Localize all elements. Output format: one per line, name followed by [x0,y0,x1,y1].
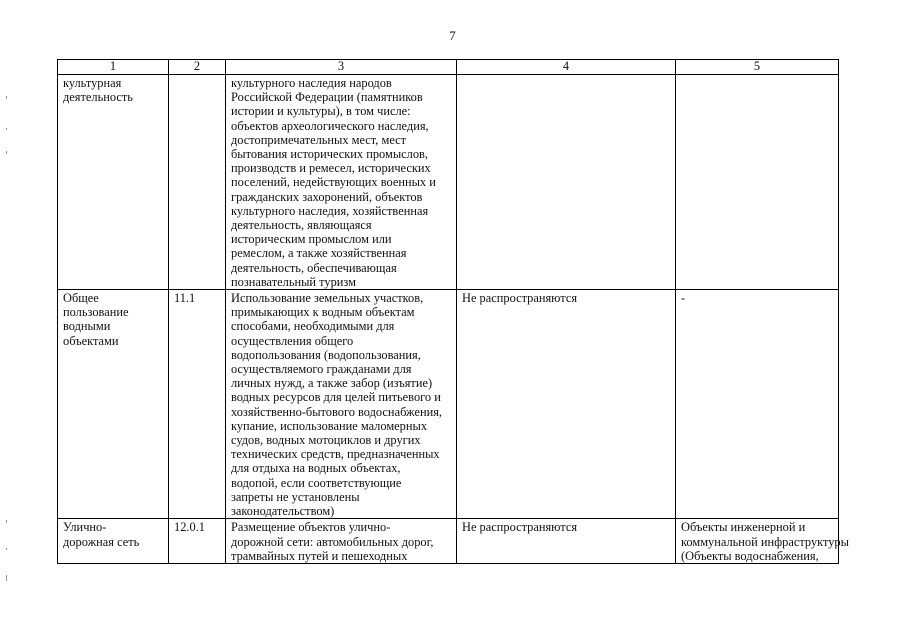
cell-line: гражданских захоронений, объектов [231,189,423,204]
cell-land-use-name [58,75,169,290]
cell-line: Общее [63,291,99,306]
cell-text: 12.0.1 [174,520,205,535]
cell-text: Не распространяются [462,291,578,306]
scan-margin-mark [6,128,7,130]
cell-line: коммунальной инфраструктуры [681,534,849,549]
regulations-table [57,59,849,564]
cell-line: личных нужд, а также забор (изъятие) [231,376,433,391]
cell-line: примыкающих к водным объектам [231,305,415,320]
cell-line: способами, необходимыми для [231,319,395,334]
cell-line: поселений, недействующих военных и [231,175,436,190]
cell-land-use-name [58,519,169,564]
cell-line: Российской Федерации (памятников [231,90,423,105]
cell-code [169,519,226,564]
cell-line: культурная [63,76,122,90]
cell-line: Размещение объектов улично- [231,520,391,535]
header-row [58,60,839,75]
cell-line: истории и культуры), в том числе: [231,104,411,119]
cell-line: ремеслом, а также хозяйственная [231,246,407,261]
cell-restrictions [457,75,676,290]
cell-restrictions [457,290,676,519]
cell-line: - [681,291,686,306]
cell-line: деятельность, обеспечивающая [231,260,397,275]
cell-line: производств и ремесел, исторических [231,161,431,176]
cell-code [169,290,226,519]
scan-margin-mark [6,548,7,550]
cell-land-use-name [58,290,169,519]
cell-line: (Объекты водоснабжения, [681,548,819,563]
cell-line: Улично- [63,520,107,535]
cell-objects [676,519,849,564]
cell-line: объектами [63,333,119,348]
page-number: 7 [449,28,456,43]
cell-description [226,519,457,564]
cell-line: пользование [63,305,129,320]
cell-line: Использование земельных участков, [231,291,424,306]
cell-line: бытования исторических промыслов, [231,147,428,162]
cell-line: дорожной сети: автомобильных дорог, [231,534,434,549]
cell-line: водными [63,319,111,334]
cell-line: историческим промыслом или [231,232,392,247]
cell-line: купание, использование маломерных [231,418,428,433]
table-row [58,519,839,564]
cell-line: деятельность [63,90,133,105]
header-col-2: 2 [169,60,226,75]
cell-text: 11.1 [174,291,196,306]
cell-code [169,75,226,290]
header-col-3: 3 [226,60,457,75]
cell-line: познавательный туризм [231,274,356,289]
cell-line: законодательством) [231,504,335,519]
header-col-4: 4 [457,60,676,75]
table-row [58,290,839,519]
cell-objects [676,75,839,290]
cell-objects [676,290,839,519]
cell-text: Не распространяются [462,520,578,535]
cell-line: культурного наследия народов [231,76,392,90]
cell-restrictions [457,519,676,564]
cell-line: достопримечательных мест, мест [231,132,407,147]
cell-line: для отдыха на водных объектах, [231,461,401,476]
cell-line: запреты не установлены [231,489,360,504]
cell-description [226,75,457,290]
cell-line: объектов археологического наследия, [231,118,429,133]
cell-line: культурного наследия, хозяйственная [231,203,429,218]
cell-line: водопользования (водопользования, [231,347,421,362]
header-col-5: 5 [676,60,839,75]
cell-line: технических средств, предназначенных [231,447,440,462]
cell-description [226,290,457,519]
cell-line: деятельность, являющаяся [231,218,372,233]
cell-line: Объекты инженерной и [681,520,806,535]
scan-margin-mark [6,96,7,99]
cell-line: осуществляемого гражданами для [231,362,412,377]
cell-line: водных ресурсов для целей питьевого и [231,390,441,405]
cell-line: судов, водных мотоциклов и других [231,433,421,448]
scan-margin-mark [6,520,7,523]
cell-line: осуществления общего [231,333,354,348]
scan-margin-mark [6,151,7,154]
cell-line: трамвайных путей и пешеходных [231,548,408,563]
scan-margin-mark [6,575,7,581]
cell-line: дорожная сеть [63,534,140,549]
table-row [58,75,839,290]
header-col-1: 1 [58,60,169,75]
cell-line: хозяйственно-бытового водоснабжения, [231,404,443,419]
cell-line: водопой, если соответствующие [231,475,402,490]
